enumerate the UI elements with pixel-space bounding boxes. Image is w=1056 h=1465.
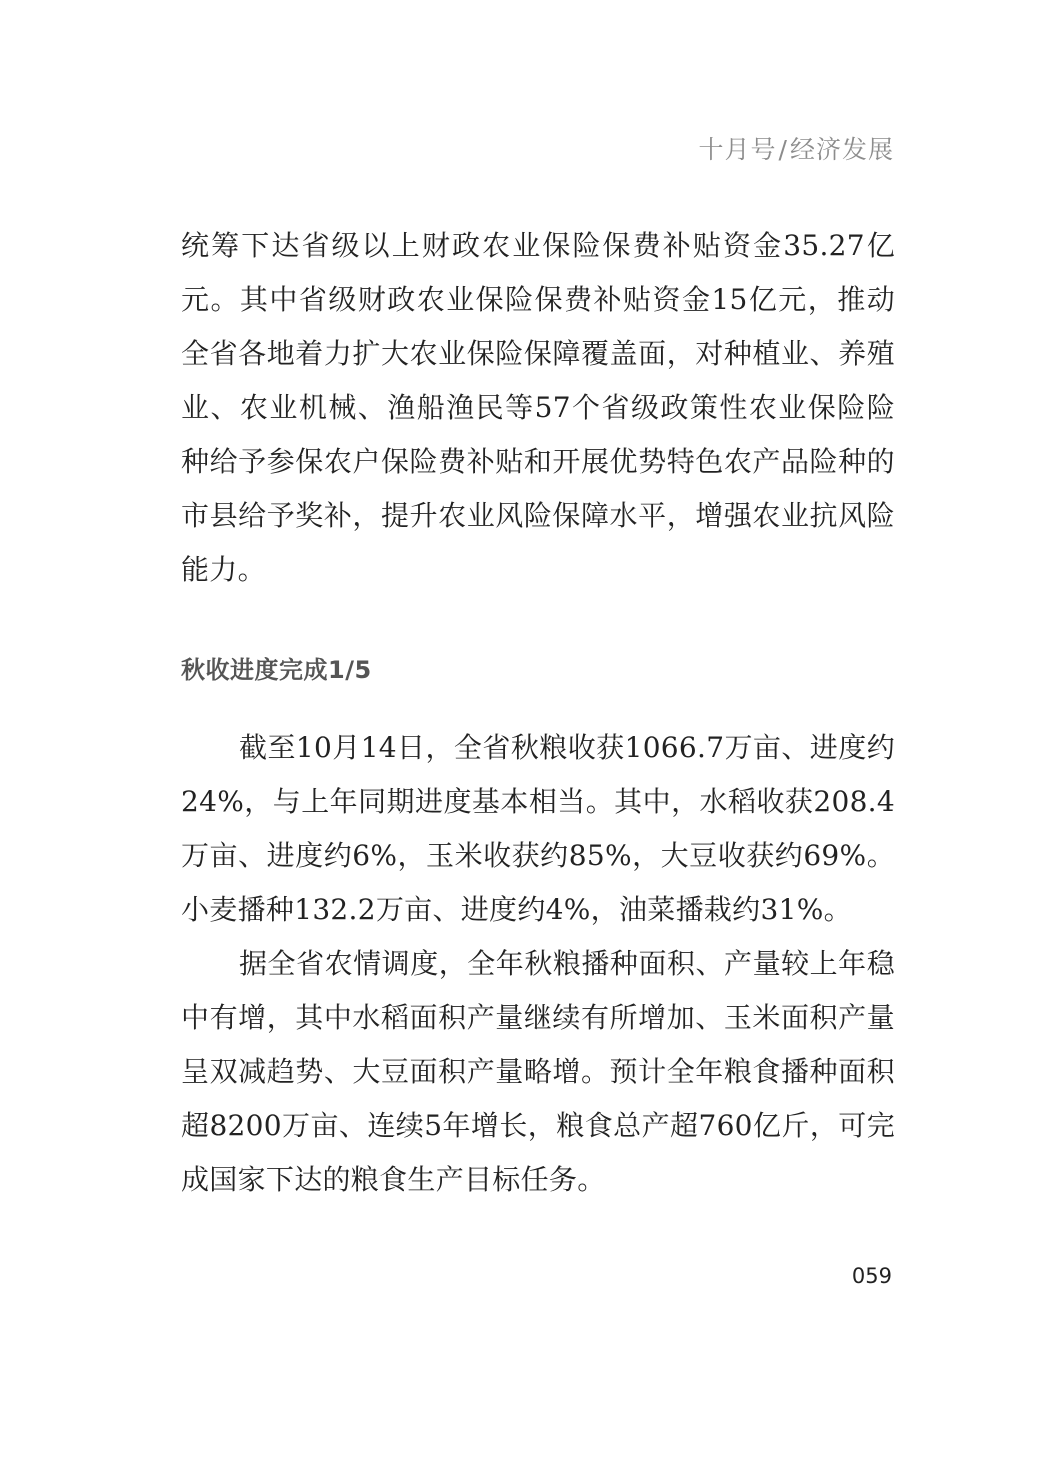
article-body bbox=[181, 219, 895, 1207]
section-heading: 秋收进度完成1/5 bbox=[181, 656, 372, 684]
header-separator: / bbox=[778, 135, 788, 164]
paragraph-annual-forecast: 据全省农情调度，全年秋粮播种面积、产量较上年稳中有增，其中水稻面积产量继续有所增加、玉米面积产量呈双减趋势、大豆面积产量略增。预计全年粮食播种面积超8200万亩、连续5年增长，粮食总产超760亿斤，可完成国家下达的粮食生产目标任务。 bbox=[181, 947, 895, 1196]
issue-label: 十月号 bbox=[698, 135, 777, 164]
page-number: 059 bbox=[851, 1264, 892, 1288]
section-body bbox=[181, 721, 895, 1207]
paragraph-insurance-subsidy: 统筹下达省级以上财政农业保险保费补贴资金35.27亿元。其中省级财政农业保险保费补贴资金15亿元，推动全省各地着力扩大农业保险保障覆盖面，对种植业、养殖业、农业机械、渔船渔民等57个省级政策性农业保险险种给予参保农户保险费补贴和开展优势特色农产品险种的市县给予奖补，提升农业风险保障水平，增强农业抗风险能力。 bbox=[181, 229, 895, 586]
running-header bbox=[699, 130, 894, 166]
paragraph-harvest-progress: 截至10月14日，全省秋粮收获1066.7万亩、进度约24%，与上年同期进度基本相当。其中，水稻收获208.4万亩、进度约6%，玉米收获约85%，大豆收获约69%。小麦播种132.2万亩、进度约4%，油菜播栽约31%。 bbox=[181, 731, 895, 926]
column-label: 经济发展 bbox=[789, 135, 894, 164]
